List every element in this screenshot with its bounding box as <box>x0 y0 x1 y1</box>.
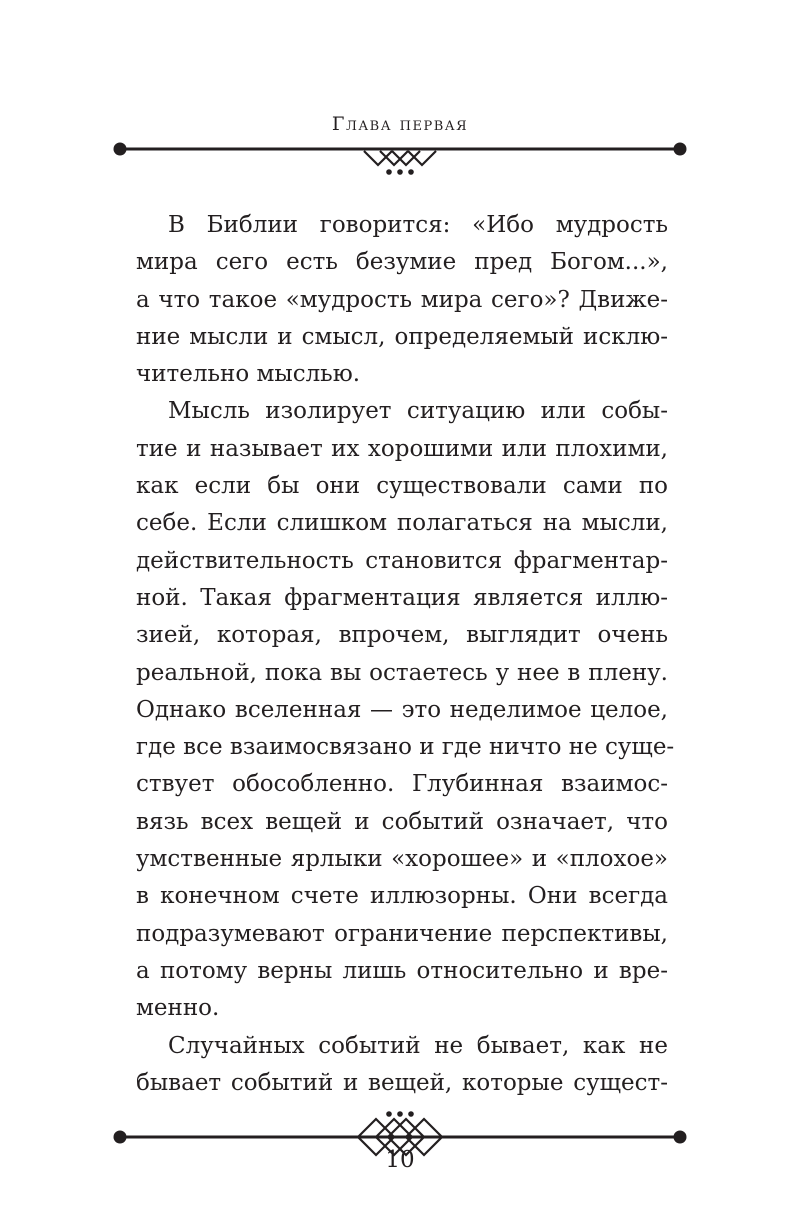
text-line: зией, которая, впрочем, выглядит очень <box>136 622 668 649</box>
rule-end-dot-left <box>114 143 127 156</box>
rule-end-dot-right <box>674 143 687 156</box>
text-line: в конечном счете иллюзорны. Они всегда <box>136 883 668 910</box>
text-line: вязь всех вещей и событий означает, что <box>136 808 668 835</box>
text-line: реальной, пока вы остаетесь у нее в плену. <box>136 659 668 686</box>
text-line: где все взаимосвязано и где ничто не суще- <box>136 734 675 761</box>
text-line: Мысль изолирует ситуацию или собы- <box>168 398 668 425</box>
text-line: действительность становится фрагментар- <box>136 547 668 574</box>
text-line: бывает событий и вещей, которые сущест- <box>136 1069 668 1096</box>
text-line: Однако вселенная — это неделимое целое, <box>136 696 668 723</box>
paragraph-3 <box>136 1028 668 1103</box>
rule-end-dot-right <box>674 1131 687 1144</box>
text-line: менно. <box>136 995 220 1022</box>
text-line: умственные ярлыки «хорошее» и «плохое» <box>136 846 668 873</box>
page-number: 10 <box>385 1147 415 1173</box>
text-line: ние мысли и смысл, определяемый исклю- <box>136 323 668 350</box>
text-line: Случайных событий не бывает, как не <box>168 1032 668 1059</box>
text-line: а потому верны лишь относительно и вре- <box>136 957 668 984</box>
body-text <box>136 207 675 1102</box>
text-line: ной. Такая фрагментация является иллю- <box>136 584 668 611</box>
text-line: подразумевают ограничение перспективы, <box>136 920 668 947</box>
text-line: чительно мыслью. <box>136 361 361 388</box>
text-line: как если бы они существовали сами по <box>136 473 668 500</box>
text-line: тие и называет их хорошими или плохими, <box>136 435 668 462</box>
rule-end-dot-left <box>114 1131 127 1144</box>
text-line: мира сего есть безумие пред Богом...», <box>136 249 668 276</box>
text-line: ствует обособленно. Глубинная взаимос- <box>136 771 668 798</box>
top-ornament-rule <box>0 120 800 180</box>
text-line: В Библии говорится: «Ибо мудрость <box>168 212 668 238</box>
paragraph-1 <box>136 207 668 393</box>
text-line: себе. Если слишком полагаться на мысли, <box>136 510 668 537</box>
knot-ornament-icon <box>364 151 436 165</box>
running-head: Глава первая <box>331 113 469 135</box>
paragraph-2 <box>136 393 675 1027</box>
text-line: а что такое «мудрость мира сего»? Движе- <box>136 286 668 313</box>
